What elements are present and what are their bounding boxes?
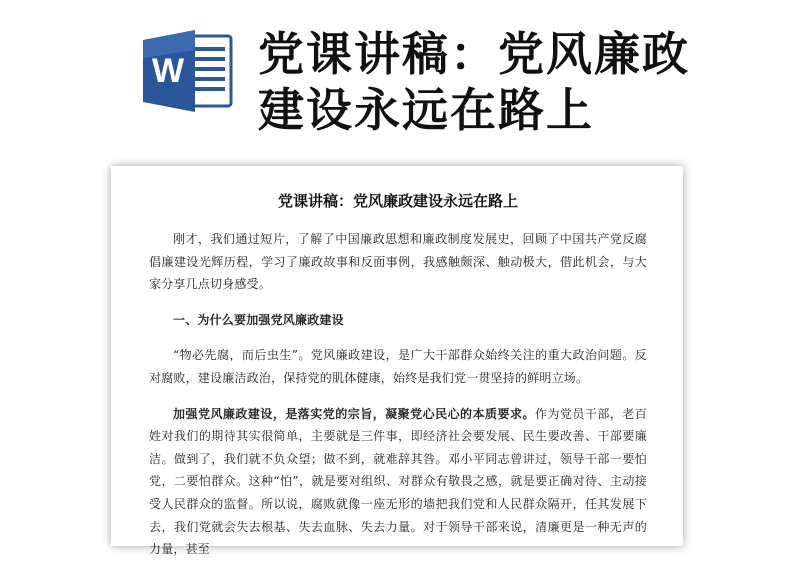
paragraph-lead-sentence: 加强党风廉政建设，是落实党的宗旨，凝聚党心民心的本质要求。 <box>173 406 535 421</box>
intro-paragraph: 刚才，我们通过短片，了解了中国廉政思想和廉政制度发展史，回顾了中国共产党反腐倡廉建设光辉历程，学习了廉政故事和反面事例，我感触颇深、触动极大，借此机会，与大家分享几点切身感受。 <box>149 232 647 292</box>
document-title: 党课讲稿：党风廉政建设永远在路上 <box>277 192 518 210</box>
body-paragraph: “物必先腐，而后虫生”。党风廉政建设，是广大干部群众始终关注的重大政治问题。反对腐败，建设廉洁政治，保持党的肌体健康，始终是我们党一贯坚持的鲜明立场。 <box>149 348 647 385</box>
document-body <box>149 166 647 561</box>
word-logo-letter: W <box>151 52 185 90</box>
header-title-line-1: 党课讲稿：党风廉政 <box>258 27 690 81</box>
document-page[interactable] <box>111 166 683 557</box>
body-paragraph-with-lead <box>149 403 647 561</box>
header-title <box>258 26 778 138</box>
section-heading: 一、为什么要加强党风廉政建设 <box>173 312 344 327</box>
header-title-line-2: 建设永远在路上 <box>258 83 594 137</box>
word-app-icon <box>143 30 233 112</box>
paragraph-body-text: 作为党员干部，老百姓对我们的期待其实很简单，主要就是三件事，即经济社会要发展、民生要改善、干部要廉洁。做到了，我们就不负众望；做不到，就难辞其咎。邓小平同志曾讲过，领导干部一要怕党，二要怕群众。这种“怕”，就是要对组织、对群众有敬畏之感，就是要正确对待、主动接受人民群众的监督。所以说，腐败就像一座无形的墙把我们党和人民群众隔开，任其发展下去，我们党就会失去根基、失去血脉、失去力量。对于领导干部来说，清廉更是一种无声的力量，甚至 <box>149 406 647 557</box>
